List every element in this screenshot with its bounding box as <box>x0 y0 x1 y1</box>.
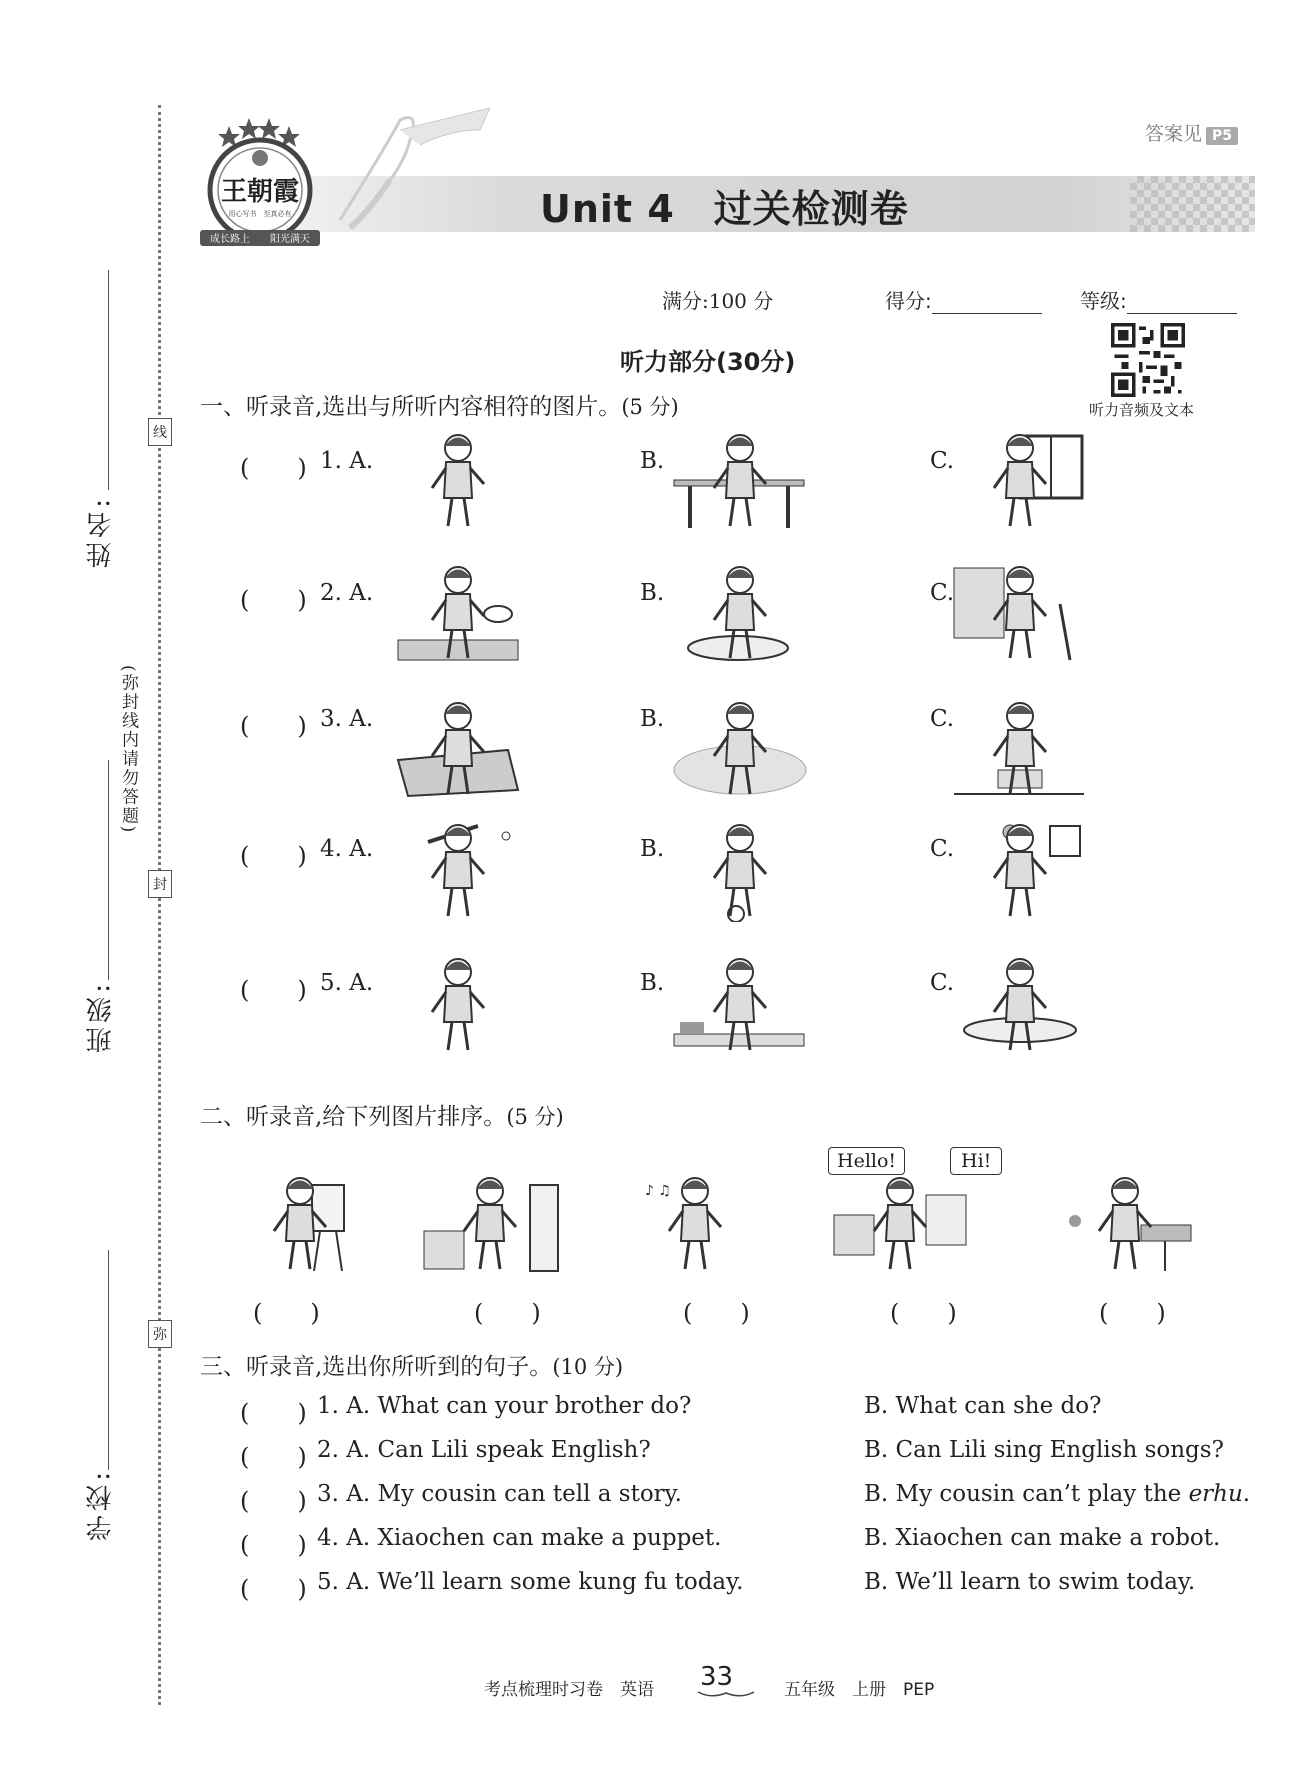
logo-slogan-3: 阳光满天 <box>270 234 310 245</box>
name-label: 姓名: <box>86 495 116 568</box>
greeting-icon[interactable] <box>830 1175 970 1279</box>
answer-paren[interactable]: ( ) <box>240 454 307 482</box>
s3-q1-option-b: B. What can she do? <box>864 1393 1102 1419</box>
singing-icon[interactable] <box>625 1175 765 1279</box>
painting-icon[interactable] <box>230 1175 370 1279</box>
page-number: 33 <box>700 1662 734 1692</box>
ping-pong-icon[interactable] <box>1055 1175 1195 1279</box>
logo-slogan-2: 成长路上 <box>210 234 250 245</box>
s1-q4-c-label: C. <box>930 836 955 862</box>
s1-q5-c-label: C. <box>930 970 955 996</box>
s1-q3-label: 3. A. <box>320 706 374 732</box>
s1-q1-label: 1. A. <box>320 448 374 474</box>
qr-caption: 听力音频及文本 <box>1089 401 1195 419</box>
answer-paren[interactable]: ( ) <box>240 1443 307 1471</box>
s3-q4-option-a: 4. A. Xiaochen can make a puppet. <box>317 1525 722 1551</box>
s3-q4-option-b: B. Xiaochen can make a robot. <box>864 1525 1221 1551</box>
grade-blank[interactable] <box>1127 293 1237 314</box>
order-paren[interactable]: ( ) <box>683 1299 750 1327</box>
s1-q1-c-label: C. <box>930 448 955 474</box>
s3-q5-option-a: 5. A. We’ll learn some kung fu today. <box>317 1569 744 1595</box>
footer-right: 五年级 上册 PEP <box>784 1680 935 1700</box>
logo-slogan-1: 用心写书 至真必有 <box>228 210 292 218</box>
grade-label: 等级: <box>1080 289 1127 313</box>
listening-section-title: 听力部分(30分) <box>620 348 796 376</box>
s1-q2-b-label: B. <box>640 580 665 606</box>
answer-paren[interactable]: ( ) <box>240 1575 307 1603</box>
logo-name: 王朝霞 <box>220 177 300 207</box>
seal-dotted-line <box>158 105 161 1705</box>
answer-paren[interactable]: ( ) <box>240 976 307 1004</box>
section2-heading <box>200 1098 564 1131</box>
answer-paren[interactable]: ( ) <box>240 1531 307 1559</box>
washing-clothes-icon[interactable] <box>670 564 810 668</box>
s1-q5-b-label: B. <box>640 970 665 996</box>
s3-q3-option-a: 3. A. My cousin can tell a story. <box>317 1481 682 1507</box>
s1-q2-label: 2. A. <box>320 580 374 606</box>
section2-heading-text: 二、听录音,给下列图片排序。 <box>200 1104 507 1130</box>
answer-paren[interactable]: ( ) <box>240 1487 307 1515</box>
mark-seal: 封 <box>148 870 172 898</box>
page-number-underline <box>696 1690 756 1700</box>
qr-code-icon[interactable] <box>1111 323 1185 397</box>
answer-paren[interactable]: ( ) <box>240 1399 307 1427</box>
section1-points: (5 分) <box>621 395 679 419</box>
eating-icon[interactable] <box>950 956 1090 1060</box>
section1-heading-text: 一、听录音,选出与所听内容相符的图片。 <box>200 394 622 420</box>
section3-points: (10 分) <box>552 1355 624 1379</box>
cooking-icon[interactable] <box>388 564 528 668</box>
football-icon[interactable] <box>670 822 810 926</box>
swimming-icon[interactable] <box>670 700 810 804</box>
hi-bubble: Hi! <box>950 1147 1002 1175</box>
s3-q3-b-prefix: B. My cousin can’t play the <box>864 1481 1189 1507</box>
s1-q3-b-label: B. <box>640 706 665 732</box>
score-blank[interactable] <box>932 293 1042 314</box>
answer-paren[interactable]: ( ) <box>240 586 307 614</box>
s3-q3-b-suffix: . <box>1242 1481 1251 1507</box>
school-label: 学校: <box>86 1468 116 1541</box>
ballet-girl-icon[interactable] <box>670 432 810 536</box>
section3-heading <box>200 1348 623 1381</box>
footer-left: 考点梳理时习卷 英语 <box>484 1680 654 1700</box>
order-paren[interactable]: ( ) <box>890 1299 957 1327</box>
ribbon-decoration <box>330 100 510 230</box>
section2-points: (5 分) <box>506 1105 564 1129</box>
page-title: Unit 4 过关检测卷 <box>540 187 909 231</box>
class-write-line[interactable] <box>108 760 109 980</box>
s3-q3-option-b <box>864 1481 1250 1507</box>
dusting-icon[interactable] <box>420 1175 560 1279</box>
answer-paren[interactable]: ( ) <box>240 712 307 740</box>
baseball-icon[interactable] <box>388 822 528 926</box>
school-write-line[interactable] <box>108 1250 109 1470</box>
s3-q5-option-b: B. We’ll learn to swim today. <box>864 1569 1196 1595</box>
order-paren[interactable]: ( ) <box>253 1299 320 1327</box>
hello-bubble: Hello! <box>828 1147 905 1175</box>
s1-q4-b-label: B. <box>640 836 665 862</box>
sleeping-icon[interactable] <box>388 700 528 804</box>
seal-note: (弥封线内请勿答题) <box>118 665 138 835</box>
full-score: 满分:100 分 <box>662 289 774 313</box>
answer-paren[interactable]: ( ) <box>240 842 307 870</box>
grade-field[interactable] <box>1080 285 1237 314</box>
reading-icon[interactable] <box>950 700 1090 804</box>
sweeping-floor-icon[interactable] <box>950 564 1090 668</box>
answer-ref-label: 答案见 <box>1145 123 1203 145</box>
s3-q2-option-b: B. Can Lili sing English songs? <box>864 1437 1224 1463</box>
name-write-line[interactable] <box>108 270 109 490</box>
publisher-logo <box>196 112 324 252</box>
s3-q2-option-a: 2. A. Can Lili speak English? <box>317 1437 651 1463</box>
s1-q1-b-label: B. <box>640 448 665 474</box>
s1-q2-c-label: C. <box>930 580 955 606</box>
s1-q4-label: 4. A. <box>320 836 374 862</box>
score-field[interactable] <box>885 285 1042 314</box>
doing-homework-icon[interactable] <box>670 956 810 1060</box>
score-label: 得分: <box>885 289 932 313</box>
order-paren[interactable]: ( ) <box>474 1299 541 1327</box>
cleaning-window-icon[interactable] <box>950 432 1090 536</box>
s3-q1-option-a: 1. A. What can your brother do? <box>317 1393 692 1419</box>
mark-line: 线 <box>148 418 172 446</box>
ice-skating-girl-icon[interactable] <box>388 432 528 536</box>
mark-seal2: 弥 <box>148 1320 172 1348</box>
section1-heading <box>200 388 679 421</box>
class-label: 班级: <box>86 980 116 1053</box>
s3-q3-b-italic: erhu <box>1188 1481 1243 1507</box>
order-paren[interactable]: ( ) <box>1099 1299 1166 1327</box>
answer-reference <box>1145 119 1238 146</box>
kung-fu-icon[interactable] <box>388 956 528 1060</box>
checker-pattern <box>1130 176 1255 232</box>
s1-q5-label: 5. A. <box>320 970 374 996</box>
s1-q3-c-label: C. <box>930 706 955 732</box>
answer-page-badge: P5 <box>1206 127 1238 145</box>
basketball-icon[interactable] <box>950 822 1090 926</box>
section3-heading-text: 三、听录音,选出你所听到的句子。 <box>200 1354 553 1380</box>
svg-text:♪ ♫: ♪ ♫ <box>645 1183 671 1199</box>
